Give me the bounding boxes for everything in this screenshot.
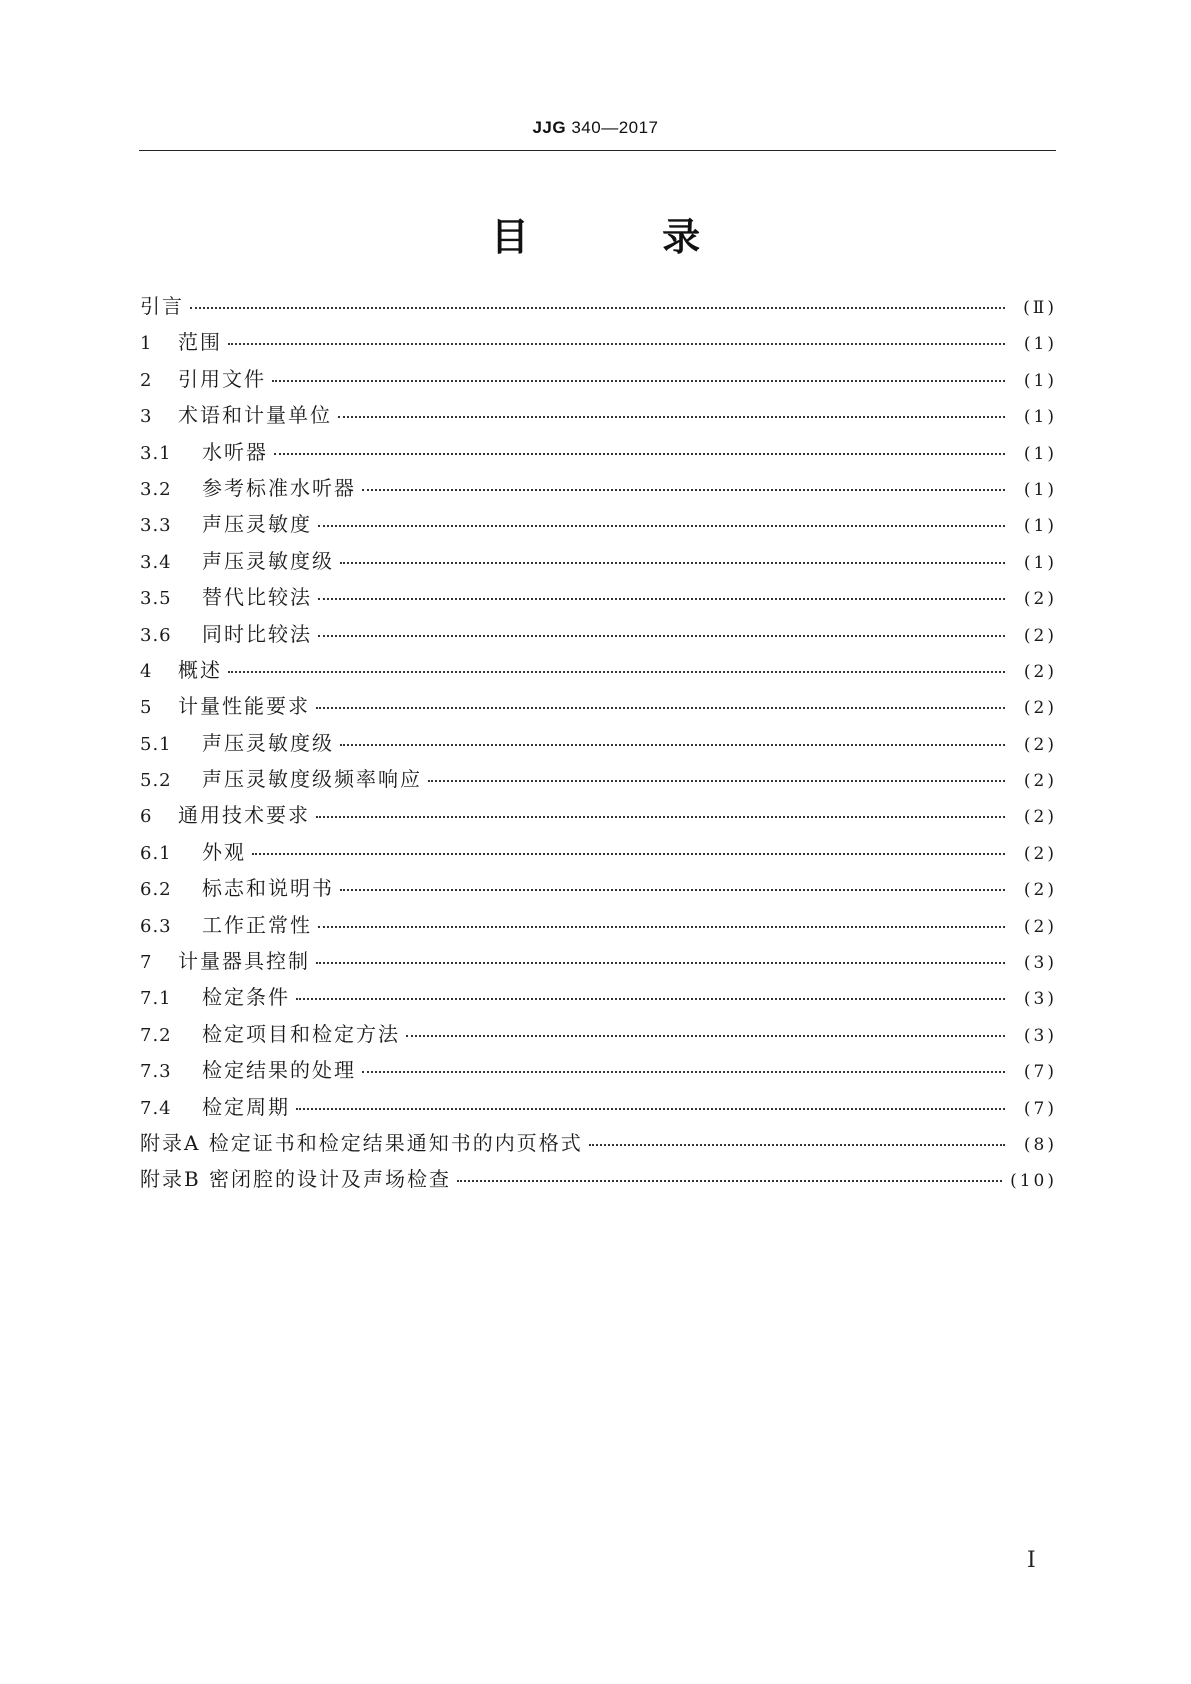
toc-entry-title: 检定项目和检定方法: [202, 1021, 400, 1046]
toc-entry-title: 水听器: [202, 439, 268, 464]
toc-entry-title: 检定结果的处理: [202, 1058, 356, 1083]
toc-entry-page: (2): [1023, 661, 1057, 682]
toc-entry-title: 附录B 密闭腔的设计及声场检查: [140, 1167, 452, 1192]
toc-entry-title: 引言: [140, 294, 184, 318]
toc-entry[interactable]: [140, 472, 1057, 508]
toc-entry-title: 同时比较法: [202, 621, 312, 646]
dot-leader: [228, 671, 1005, 673]
toc-entry-title: 检定条件: [202, 985, 290, 1010]
toc-entry-title: 通用技术要求: [178, 803, 310, 828]
toc-entry-page: (8): [1023, 1134, 1057, 1155]
toc-entry-title: 概述: [178, 657, 222, 682]
toc-entry-number: 2: [140, 369, 153, 391]
toc-entry-page: (2): [1023, 625, 1057, 646]
toc-entry[interactable]: [140, 945, 1057, 981]
toc-entry-title: 声压灵敏度级频率响应: [202, 767, 422, 792]
toc-entry-number: 3.4: [140, 551, 172, 573]
toc-entry-page: (10): [1010, 1171, 1057, 1192]
toc-entry[interactable]: [140, 872, 1057, 908]
toc-entry[interactable]: [140, 981, 1057, 1017]
toc-entry[interactable]: [140, 1091, 1057, 1127]
toc-entry-number: 6.1: [140, 842, 172, 864]
dot-leader: [338, 416, 1005, 418]
toc-entry-page: (2): [1023, 843, 1057, 864]
toc-entry-title: 术语和计量单位: [178, 403, 332, 428]
toc-entry-title: 范围: [178, 330, 222, 355]
toc-entry-page: (1): [1023, 552, 1057, 573]
toc-entry-number: 3.3: [140, 515, 172, 537]
toc-entry[interactable]: [140, 508, 1057, 544]
toc-entry-page: (2): [1023, 698, 1057, 719]
toc-entry-page: (1): [1023, 370, 1057, 391]
dot-leader: [296, 998, 1005, 1000]
dot-leader: [457, 1180, 1002, 1182]
toc-entry-number: 5.2: [140, 770, 172, 792]
dot-leader: [228, 343, 1005, 345]
page-number: Ⅰ: [1027, 1548, 1036, 1573]
toc-entry-number: 4: [140, 660, 153, 682]
header-divider: [139, 150, 1056, 151]
dot-leader: [316, 962, 1005, 964]
toc-entry[interactable]: [140, 1054, 1057, 1090]
document-code-header: [0, 118, 1191, 138]
toc-entry[interactable]: [140, 363, 1057, 399]
toc-entry-title: 替代比较法: [202, 585, 312, 610]
toc-entry[interactable]: [140, 763, 1057, 799]
dot-leader: [318, 525, 1005, 527]
toc-entry-page: (2): [1023, 734, 1057, 755]
toc-entry-number: 7.4: [140, 1097, 172, 1119]
toc-entry-number: 3.6: [140, 624, 172, 646]
dot-leader: [340, 889, 1005, 891]
toc-entry-page: (2): [1023, 916, 1057, 937]
toc-entry-number: 3: [140, 406, 153, 428]
toc-entry-page: (7): [1023, 1098, 1057, 1119]
toc-entry-number: 7.2: [140, 1024, 172, 1046]
toc-entry[interactable]: [140, 909, 1057, 945]
toc-entry-title: 声压灵敏度级: [202, 548, 334, 573]
toc-entry[interactable]: [140, 545, 1057, 581]
dot-leader: [589, 1144, 1005, 1146]
dot-leader: [362, 1071, 1005, 1073]
toc-entry[interactable]: [140, 799, 1057, 835]
toc-entry-page: (1): [1023, 407, 1057, 428]
dot-leader: [340, 562, 1005, 564]
toc-entry-page: (1): [1023, 516, 1057, 537]
toc-entry-title: 工作正常性: [202, 912, 312, 937]
toc-entry-page: (3): [1023, 953, 1057, 974]
standard-number: 340—2017: [566, 118, 659, 137]
dot-leader: [318, 926, 1005, 928]
toc-entry-number: 6.3: [140, 915, 172, 937]
toc-entry-number: 6.2: [140, 879, 172, 901]
toc-entry-page: (2): [1023, 807, 1057, 828]
toc-entry-number: 7.1: [140, 988, 172, 1010]
toc-entry-number: 3.5: [140, 588, 172, 610]
toc-entry-number: 1: [140, 333, 153, 355]
toc-entry-number: 7: [140, 952, 153, 974]
toc-entry-page: (1): [1023, 334, 1057, 355]
toc-entry[interactable]: [140, 727, 1057, 763]
toc-entry-page: (2): [1023, 771, 1057, 792]
toc-entry-page: (3): [1023, 1025, 1057, 1046]
toc-entry[interactable]: [140, 690, 1057, 726]
toc-entry[interactable]: [140, 290, 1057, 326]
toc-entry-title: 声压灵敏度级: [202, 730, 334, 755]
dot-leader: [318, 598, 1005, 600]
toc-entry-page: (1): [1023, 479, 1057, 500]
dot-leader: [406, 1035, 1005, 1037]
toc-entry-title: 标志和说明书: [202, 876, 334, 901]
toc-entry-page: (2): [1023, 880, 1057, 901]
toc-entry[interactable]: [140, 1127, 1057, 1163]
toc-entry[interactable]: [140, 618, 1057, 654]
dot-leader: [274, 453, 1005, 455]
dot-leader: [296, 1108, 1005, 1110]
toc-entry-number: 7.3: [140, 1061, 172, 1083]
toc-title: 目 录: [490, 215, 761, 259]
toc-entry[interactable]: [140, 836, 1057, 872]
toc-entry-title: 外观: [202, 839, 246, 864]
dot-leader: [428, 780, 1005, 782]
dot-leader: [316, 816, 1005, 818]
toc-entry-number: 3.2: [140, 478, 172, 500]
toc-entry-page: (1): [1023, 443, 1057, 464]
toc-entry[interactable]: [140, 1163, 1057, 1199]
toc-entry-title: 参考标准水听器: [202, 475, 356, 500]
dot-leader: [190, 307, 1005, 309]
toc-entry-number: 3.1: [140, 442, 172, 464]
toc-entry-number: 6: [140, 806, 153, 828]
toc-entry-title: 声压灵敏度: [202, 512, 312, 537]
toc-entry[interactable]: [140, 581, 1057, 617]
dot-leader: [316, 707, 1005, 709]
toc-entry-title: 附录A 检定证书和检定结果通知书的内页格式: [140, 1130, 583, 1155]
table-of-contents: [140, 290, 1057, 1200]
dot-leader: [318, 635, 1005, 637]
toc-entry-page: (Ⅱ): [1023, 298, 1057, 318]
toc-entry-title: 计量器具控制: [178, 949, 310, 974]
toc-entry-number: 5.1: [140, 733, 172, 755]
toc-entry[interactable]: [140, 436, 1057, 472]
toc-entry-page: (7): [1023, 1062, 1057, 1083]
dot-leader: [340, 744, 1005, 746]
toc-entry-title: 检定周期: [202, 1094, 290, 1119]
dot-leader: [362, 489, 1005, 491]
dot-leader: [272, 380, 1005, 382]
toc-entry-title: 引用文件: [178, 366, 266, 391]
toc-entry-title: 计量性能要求: [178, 694, 310, 719]
toc-entry[interactable]: [140, 654, 1057, 690]
toc-entry-page: (2): [1023, 589, 1057, 610]
toc-entry-number: 5: [140, 697, 153, 719]
dot-leader: [252, 853, 1005, 855]
standard-prefix: JJG: [532, 118, 567, 137]
toc-entry-page: (3): [1023, 989, 1057, 1010]
toc-entry[interactable]: [140, 326, 1057, 362]
toc-entry[interactable]: [140, 399, 1057, 435]
toc-entry[interactable]: [140, 1018, 1057, 1054]
